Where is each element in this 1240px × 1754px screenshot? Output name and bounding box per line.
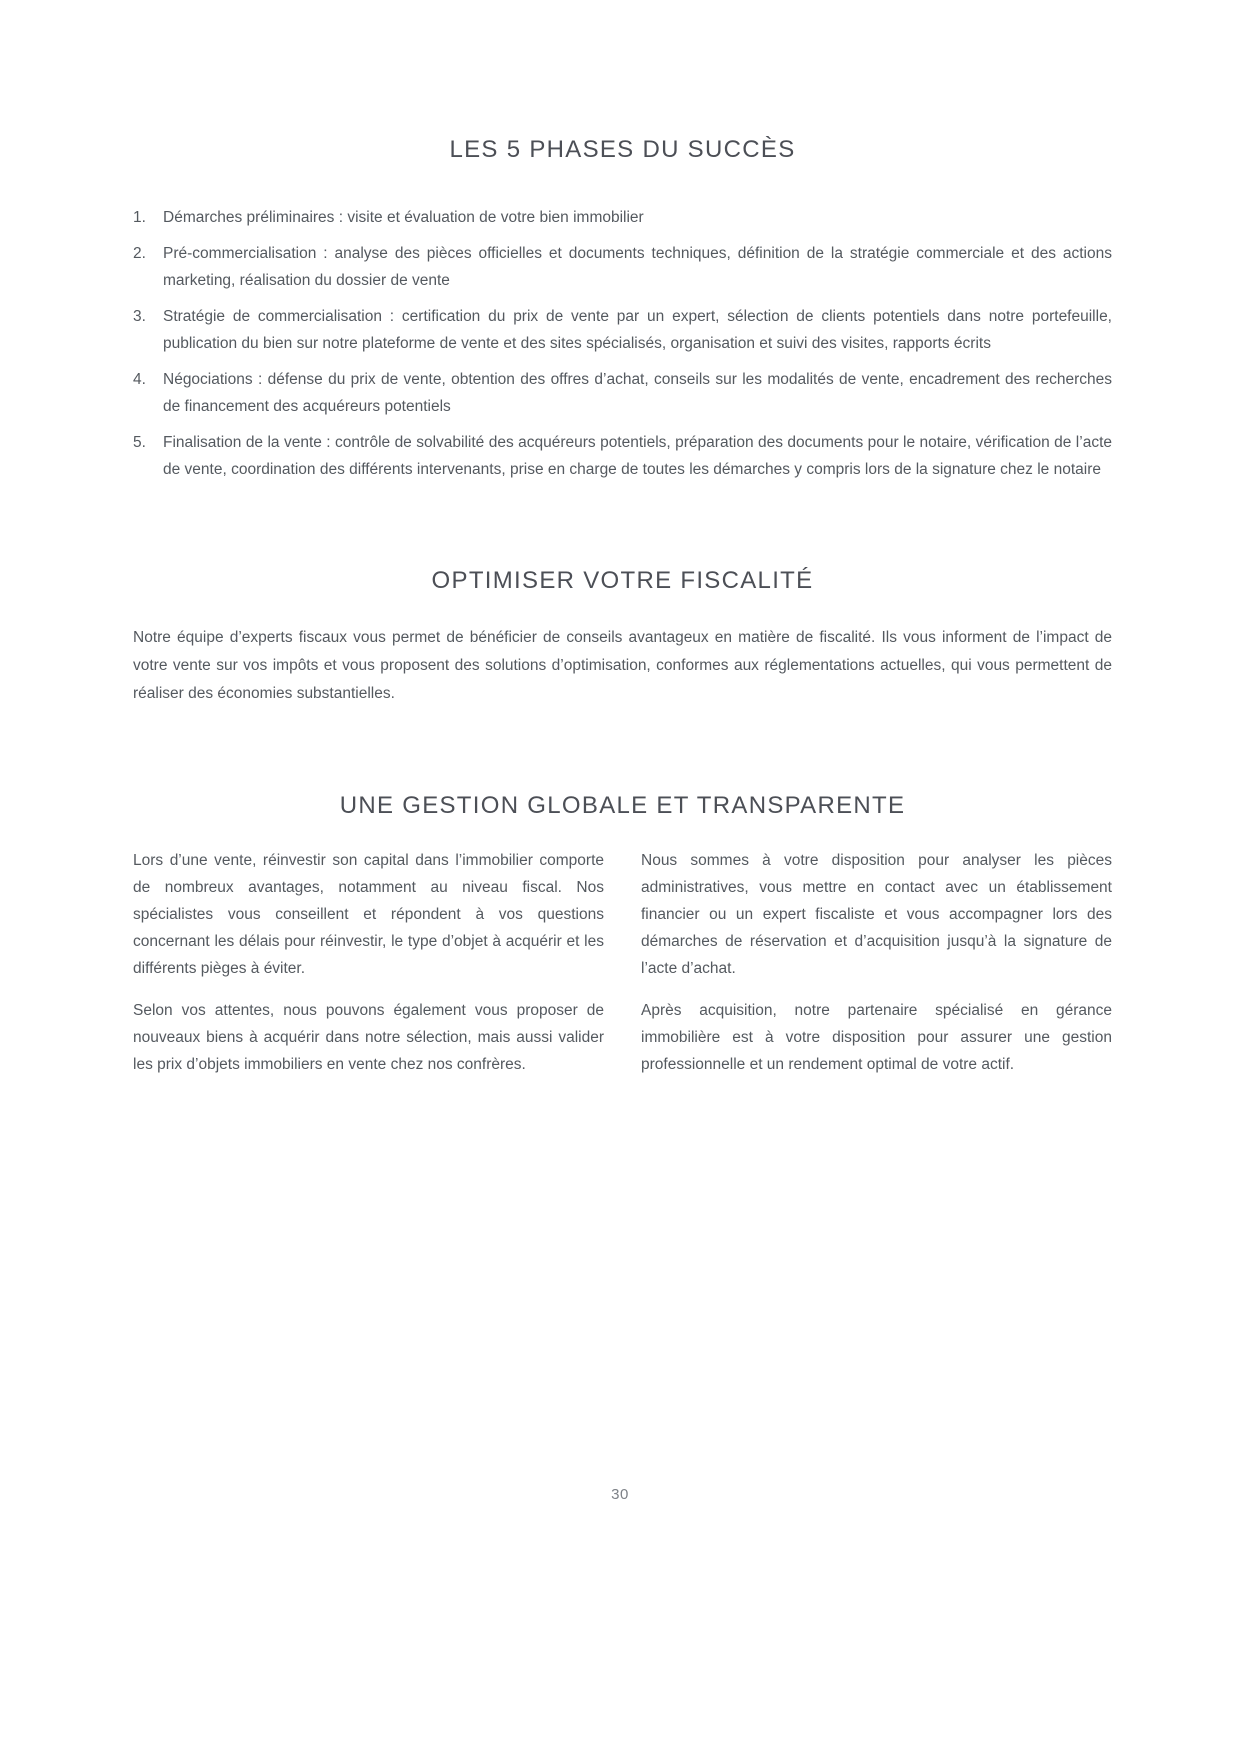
page-footer — [0, 1486, 1240, 1504]
list-item-number: 4. — [133, 371, 146, 388]
section-phases — [133, 136, 1112, 483]
gestion-columns — [133, 847, 1112, 1093]
section-fiscalite — [133, 567, 1112, 708]
list-item — [133, 204, 1112, 231]
list-item — [133, 303, 1112, 357]
list-item-number: 2. — [133, 245, 146, 262]
list-item-number: 3. — [133, 308, 146, 325]
gestion-right-paragraph-2: Après acquisition, notre partenaire spécialisé en gérance immobilière est à votre disposition pour assurer une gestion professionnelle et un rendement optimal de votre actif. — [641, 1002, 1112, 1073]
list-item-text: Pré-commercialisation : analyse des pièces officielles et documents techniques, définition de la stratégie commerciale et des actions marketing, réalisation du dossier de vente — [163, 245, 1112, 289]
list-item-number: 1. — [133, 209, 146, 226]
list-item-text: Finalisation de la vente : contrôle de solvabilité des acquéreurs potentiels, préparation des documents pour le notaire, vérification de l’acte de vente, coordination des différents intervenants, prise en charge de toutes les démarches y compris lors de la signature chez le notaire — [163, 434, 1112, 478]
gestion-left-paragraph-1: Lors d’une vente, réinvestir son capital dans l’immobilier comporte de nombreux avantages, notamment au niveau fiscal. Nos spécialistes vous conseillent et répondent à vos questions concernant les délais pour réinvestir, le type d’objet à acquérir et les différents pièges à éviter. — [133, 852, 604, 977]
section-title-gestion: UNE GESTION GLOBALE ET TRANSPARENTE — [339, 792, 906, 819]
phases-list — [133, 204, 1112, 483]
section-title-phases: LES 5 PHASES DU SUCCÈS — [449, 136, 796, 163]
section-gestion — [133, 792, 1112, 1093]
section-title-fiscalite: OPTIMISER VOTRE FISCALITÉ — [431, 567, 814, 594]
list-item — [133, 240, 1112, 294]
list-item-text: Stratégie de commercialisation : certification du prix de vente par un expert, sélection de clients potentiels dans notre portefeuille, publication du bien sur notre plateforme de vente et des sites spécialisés, organisation et suivi des visites, rapports écrits — [163, 308, 1112, 352]
list-item-number: 5. — [133, 434, 146, 451]
page-number: 30 — [611, 1486, 629, 1503]
gestion-left-column — [133, 847, 604, 1093]
fiscalite-paragraph: Notre équipe d’experts fiscaux vous permet de bénéficier de conseils avantageux en matière de fiscalité. Ils vous informent de l’impact de votre vente sur vos impôts et vous proposent des solutions d’optimisation, conformes aux réglementations actuelles, qui vous permettent de réaliser des économies substantielles. — [133, 629, 1112, 702]
list-item-text: Démarches préliminaires : visite et évaluation de votre bien immobilier — [163, 209, 644, 226]
gestion-right-paragraph-1: Nous sommes à votre disposition pour analyser les pièces administratives, vous mettre en contact avec un établissement financier ou un expert fiscaliste et vous accompagner lors des démarches de réservation et d’acquisition jusqu’à la signature de l’acte d’achat. — [641, 852, 1112, 977]
gestion-left-paragraph-2: Selon vos attentes, nous pouvons également vous proposer de nouveaux biens à acquérir dans notre sélection, mais aussi valider les prix d’objets immobiliers en vente chez nos confrères. — [133, 1002, 604, 1073]
list-item — [133, 366, 1112, 420]
list-item-text: Négociations : défense du prix de vente, obtention des offres d’achat, conseils sur les modalités de vente, encadrement des recherches de financement des acquéreurs potentiels — [163, 371, 1112, 415]
gestion-right-column — [641, 847, 1112, 1093]
list-item — [133, 429, 1112, 483]
